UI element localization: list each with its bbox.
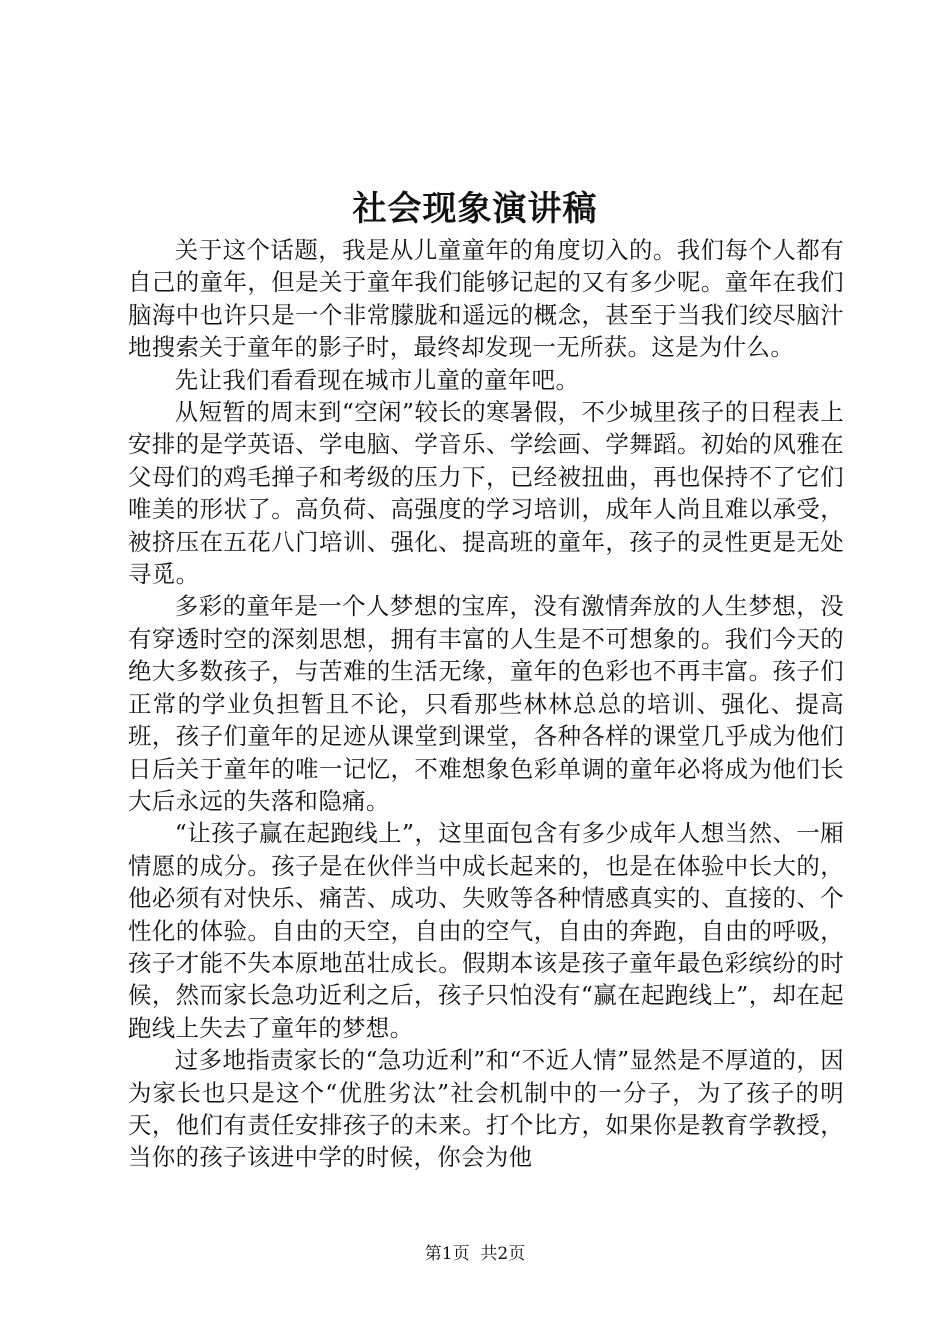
paragraph-6: 过多地指责家长的“急功近利”和“不近人情”显然是不厚道的，因为家长也只是这个“优胜劣汰”社会机制中的一分子，为了孩子的明天，他们有责任安排孩子的未来。打个比方，如果你是教育学教授，当你的孩子该进中学的时候，你会为他	[128, 1046, 844, 1172]
document-title: 社会现象演讲稿	[352, 189, 598, 229]
paragraph-1: 关于这个话题，我是从儿童童年的角度切入的。我们每个人都有自己的童年，但是关于童年我们能够记起的又有多少呢。童年在我们脑海中也许只是一个非常朦胧和遥远的概念，甚至于当我们绞尽脑汁地搜索关于童年的影子时，最终却发现一无所获。这是为什么。	[128, 236, 844, 362]
paragraph-4: 多彩的童年是一个人梦想的宝库，没有激情奔放的人生梦想，没有穿透时空的深刻思想，拥有丰富的人生是不可想象的。我们今天的绝大多数孩子，与苦难的生活无缘，童年的色彩也不再丰富。孩子们正常的学业负担暂且不论，只看那些林林总总的培训、强化、提高班，孩子们童年的足迹从课堂到课堂，各种各样的课堂几乎成为他们日后关于童年的唯一记忆，不难想象色彩单调的童年必将成为他们长大后永远的失落和隐痛。	[128, 592, 844, 815]
paragraph-2: 先让我们看看现在城市儿童的童年吧。	[174, 365, 580, 394]
page-footer: 第1页 共2页	[424, 1244, 526, 1264]
document-body	[128, 234, 844, 1174]
paragraph-5: “让孩子赢在起跑线上”，这里面包含有多少成年人想当然、一厢情愿的成分。孩子是在伙伴当中成长起来的，也是在体验中长大的，他必须有对快乐、痛苦、成功、失败等各种情感真实的、直接的、个性化的体验。自由的天空，自由的空气，自由的奔跑，自由的呼吸，孩子才能不失本原地茁壮成长。假期本该是孩子童年最色彩缤纷的时候，然而家长急功近利之后，孩子只怕没有“赢在起跑线上”，却在起跑线上失去了童年的梦想。	[128, 819, 844, 1042]
paragraph-3: 从短暂的周末到“空闲”较长的寒暑假，不少城里孩子的日程表上安排的是学英语、学电脑、学音乐、学绘画、学舞蹈。初始的风雅在父母们的鸡毛掸子和考级的压力下，已经被扭曲，再也保持不了它们唯美的形状了。高负荷、高强度的学习培训，成年人尚且难以承受，被挤压在五花八门培训、强化、提高班的童年，孩子的灵性更是无处寻觅。	[128, 398, 844, 589]
